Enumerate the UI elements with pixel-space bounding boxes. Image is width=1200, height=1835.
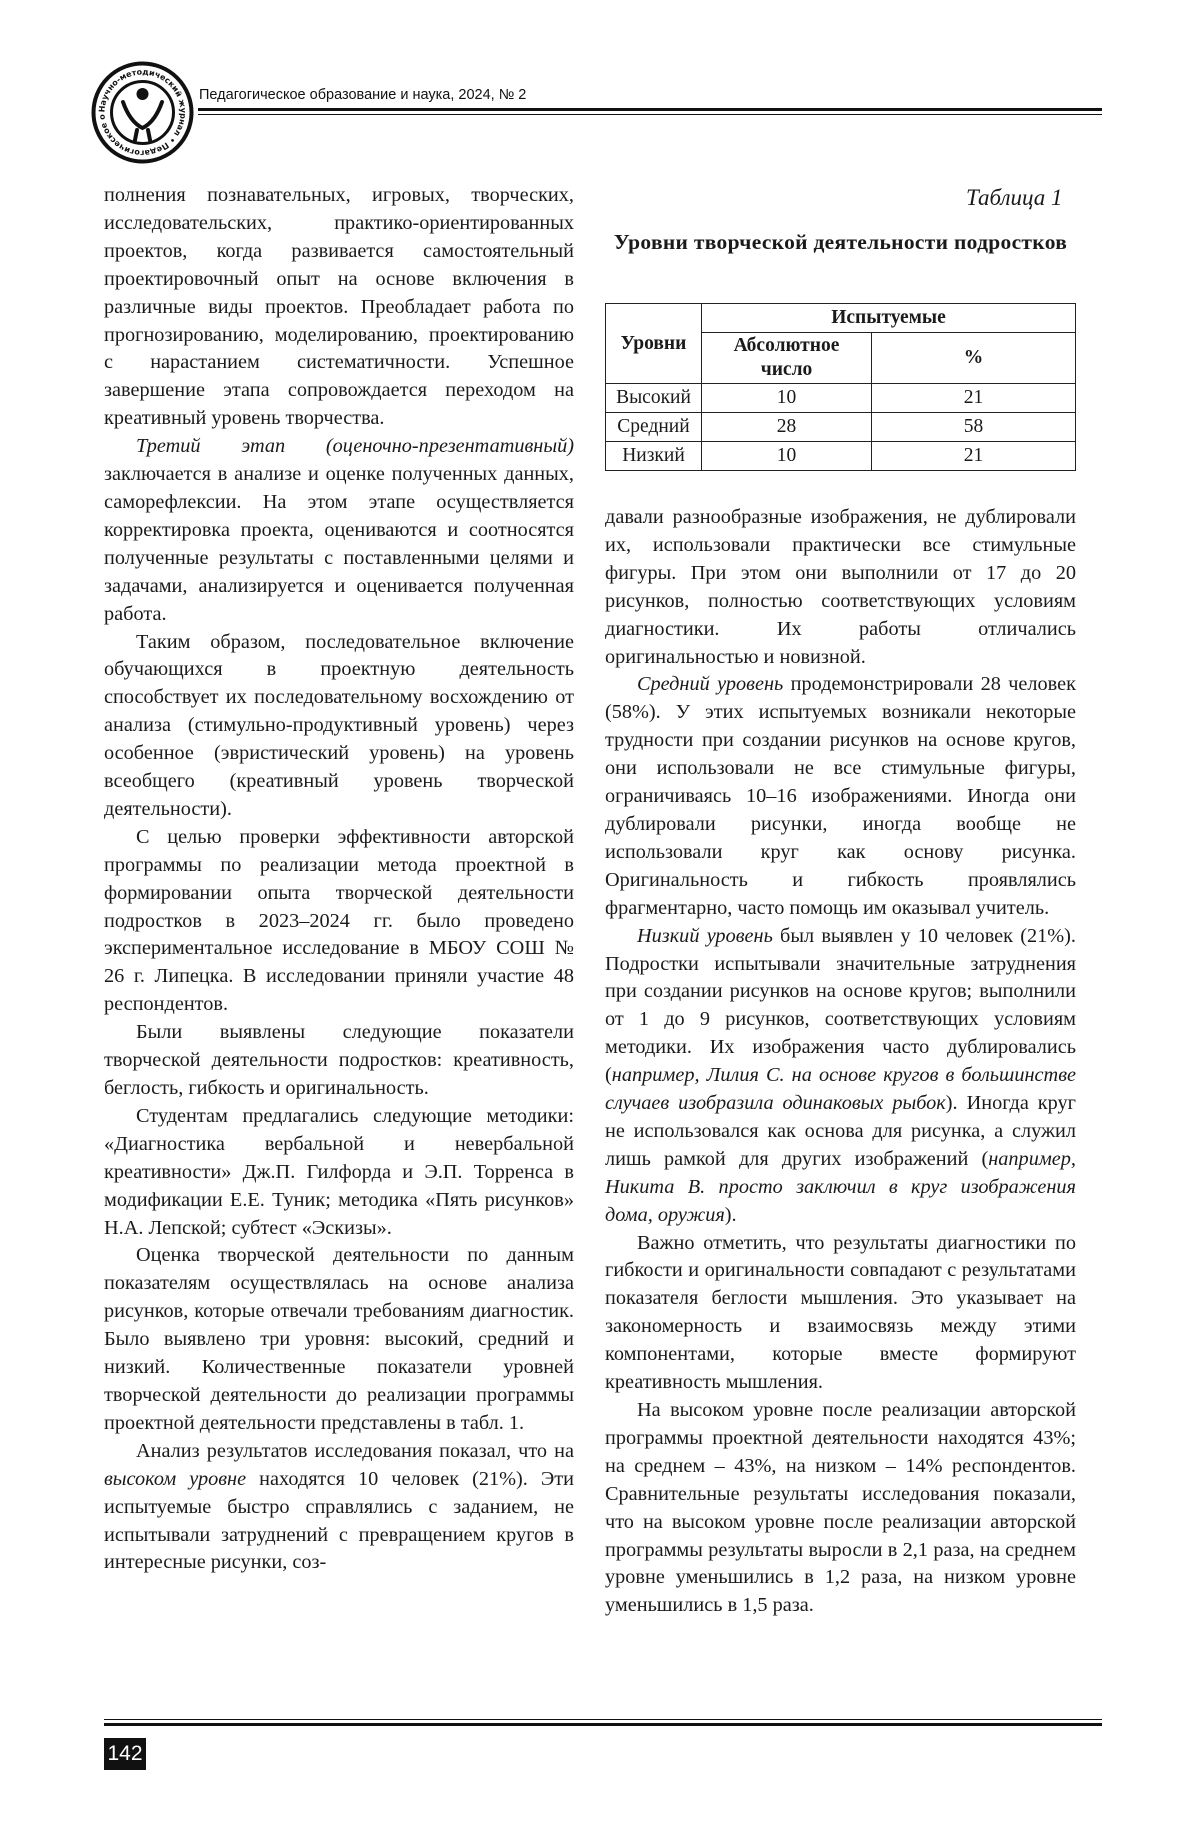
paragraph [605, 504, 1076, 671]
paragraph [104, 629, 574, 824]
paragraph-text: ). Иногда круг не использовался как основа для рисунка, а служил лишь рамкой для других изображений ( [605, 1092, 1076, 1170]
table-header-percent: % [872, 333, 1076, 384]
paragraph [605, 1230, 1076, 1397]
table-header-absolute: Абсолютное число [702, 333, 872, 384]
footer-rule-thin [104, 1719, 1102, 1720]
logo-ring-text: Научно-методический журнал • Педагогическое о [97, 67, 188, 158]
paragraph [605, 1397, 1076, 1620]
table-cell-level: Высокий [606, 384, 702, 413]
footer-rule-thick [104, 1723, 1102, 1726]
table-cell-level: Низкий [606, 442, 702, 471]
table-cell-level: Средний [606, 413, 702, 442]
table-caption: Таблица 1 [966, 185, 1063, 210]
paragraph-text: С целью проверки эффективности авторской программы по реализации метода проектной в формировании опыта творческой деятельности подростков в 2023–2024 гг. было проведено экспериментальное исследование в МБОУ СОШ № 26 г. Липецка. В исследовании приняли участие 48 респондентов. [104, 825, 574, 1016]
header-rule-thick [198, 108, 1102, 111]
table-cell-percent: 58 [872, 413, 1076, 442]
table-cell-percent: 21 [872, 384, 1076, 413]
table-cell-percent: 21 [872, 442, 1076, 471]
table-row [606, 384, 1076, 413]
table-header-levels: Уровни [606, 304, 702, 384]
paragraph-text: был выявлен у 10 человек (21%). Подростки испытывали значительные затруднения при создании рисунков на основе кругов; выполнили от 1 до 9 рисунков, соответствующих условиям методики. Их изображения часто дублировались ( [605, 924, 1076, 1087]
table-header-subjects: Испытуемые [702, 304, 1076, 333]
emphasis-text: высоком уровне [104, 1467, 247, 1490]
table-row [606, 442, 1076, 471]
table-title: Уровни творческой деятельности подростков [613, 230, 1068, 254]
emphasis-text: Третий этап (оценочно-презентативный) [136, 435, 574, 458]
paragraph-text: давали разнообразные изображения, не дублировали их, использовали практически все стимульные фигуры. При этом они выполнили от 17 до 20 рисунков, полностью соответствующих условиям диагностики. Их работы отличались оригинальностью и новизной. [605, 506, 1076, 668]
paragraph-text: На высоком уровне после реализации авторской программы проектной деятельности находятся 43%; на среднем – 43%, на низком – 14% респондентов. Сравнительные результаты исследования показали, что на высоком уровне после реализации авторской программы результаты выросли в 2,1 раза, на среднем уровне уменьшились в 1,2 раза, на низком уровне уменьшились в 1,5 раза. [605, 1399, 1076, 1617]
left-column [104, 182, 574, 1577]
paragraph [605, 671, 1076, 922]
paragraph-text: Важно отметить, что результаты диагностики по гибкости и оригинальности совпадают с результатами показателя беглости мышления. Это указывает на закономерность и взаимосвязь между этими компонентами, которые вместе формируют креативность мышления. [605, 1231, 1076, 1394]
paragraph-text: продемонстрировали 28 человек (58%). У этих испытуемых возникали некоторые трудности при создании рисунков на основе кругов, они использовали не все стимульные фигуры, ограничиваясь 10–16 изображениями. Иногда они дублировали рисунки, иногда вообще не использовали круг как основу рисунка. Оригинальность и гибкость проявлялись фрагментарно, часто помощь им оказывал учитель. [605, 673, 1076, 919]
page-number: 142 [104, 1738, 146, 1770]
emphasis-text: Средний уровень [637, 673, 784, 696]
emphasis-text: например, Лилия С. на основе кругов в большинстве случаев изобразила одинаковых рыбок [605, 1064, 1076, 1115]
paragraph [104, 433, 574, 628]
paragraph [104, 824, 574, 1019]
paragraph-text: Анализ результатов исследования показал, что на [136, 1439, 574, 1462]
table-row [606, 413, 1076, 442]
table-cell-absolute: 28 [702, 413, 872, 442]
journal-title: Педагогическое образование и наука, 2024, № 2 [199, 87, 527, 103]
journal-logo [90, 60, 195, 165]
paragraph-text: Были выявлены следующие показатели творческой деятельности подростков: креативность, беглость, гибкость и оригинальность. [104, 1021, 574, 1099]
paragraph-text: Оценка творческой деятельности по данным показателям осуществлялась на основе анализа рисунков, которые отвечали требованиям диагностик. Было выявлено три уровня: высокий, средний и низкий. Количественные показатели уровней творческой деятельности до реализации программы проектной деятельности представлены в табл. 1. [104, 1244, 574, 1434]
right-column [605, 504, 1076, 1620]
paragraph [104, 182, 574, 433]
paragraph [605, 923, 1076, 1230]
paragraph-text: ). [724, 1203, 737, 1226]
header-rule-thin [198, 114, 1102, 115]
paragraph-text: находятся 10 человек (21%). Эти испытуемые быстро справлялись с заданием, не испытывали затруднений с превращением кругов в интересные рисунки, соз- [104, 1467, 574, 1574]
paragraph [104, 1242, 574, 1437]
table-cell-absolute: 10 [702, 384, 872, 413]
paragraph-text: Студентам предлагались следующие методики: «Диагностика вербальной и невербальной креативности» Дж.П. Гилфорда и Э.П. Торренса в модификации Е.Е. Туник; методика «Пять рисунков» Н.А. Лепской; субтест «Эскизы». [104, 1104, 574, 1239]
results-table [605, 303, 1076, 471]
paragraph-text: Таким образом, последовательное включение обучающихся в проектную деятельность способствует их последовательному восхождению от анализа (стимульно-продуктивный уровень) через особенное (эвристический уровень) на уровень всеобщего (креативный уровень творческой деятельности). [104, 630, 574, 820]
paragraph [104, 1103, 574, 1243]
paragraph [104, 1019, 574, 1103]
paragraph-text: заключается в анализе и оценке полученных данных, саморефлексии. На этом этапе осуществляется корректировка проекта, оцениваются и соотносятся полученные результаты с поставленными целями и задачами, анализируется и оценивается полученная работа. [104, 463, 574, 625]
paragraph [104, 1438, 574, 1578]
table-cell-absolute: 10 [702, 442, 872, 471]
paragraph-text: полнения познавательных, игровых, творческих, исследовательских, практико-ориентированных проектов, когда развивается самостоятельный проектировочный опыт на основе включения в различные виды проектов. Преобладает работа по прогнозированию, моделированию, проектированию с нарастанием систематичности. Успешное завершение этапа сопровождается переходом на креативный уровень творчества. [104, 184, 574, 430]
emphasis-text: например, Никита В. просто заключил в круг изображения дома, оружия [605, 1147, 1076, 1226]
emphasis-text: Низкий уровень [637, 924, 773, 947]
